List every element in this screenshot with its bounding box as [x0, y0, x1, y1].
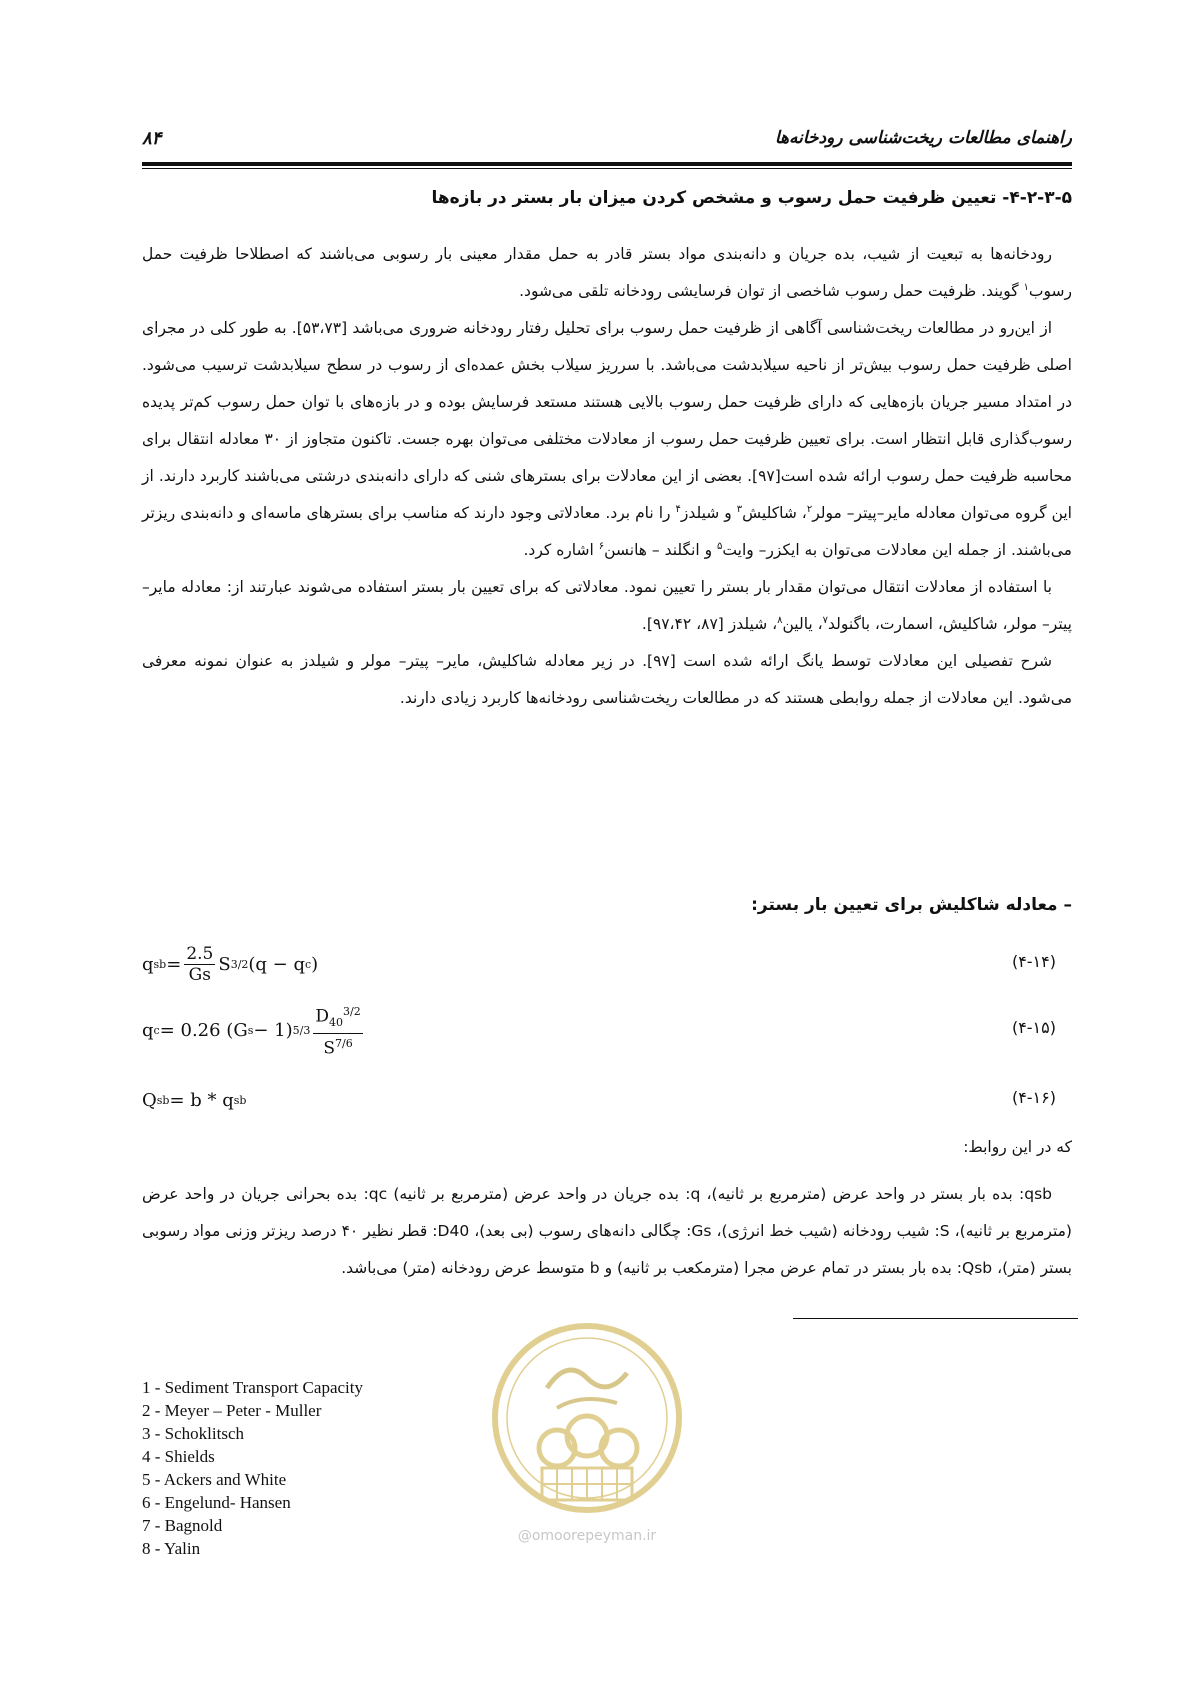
- paragraph-2: [142, 310, 1072, 569]
- equation-14-formula: [142, 940, 318, 988]
- eq-subscript: 40: [329, 1015, 343, 1029]
- equation-16-formula: [142, 1076, 246, 1124]
- equation-subheading: – معادله شاکلیش برای تعیین بار بستر:: [751, 895, 1072, 915]
- eq-numerator: 2.5: [186, 943, 214, 964]
- body-text: [142, 236, 1072, 717]
- paragraph-2-text-f: اشاره کرد.: [523, 541, 599, 559]
- eq-symbol: S: [218, 953, 231, 975]
- footnote-item: 8 - Yalin: [142, 1539, 201, 1558]
- footnote-ref-4: ۴: [675, 503, 681, 515]
- equation-15-formula: [142, 1004, 366, 1059]
- footnote-item: 5 - Ackers and White: [142, 1470, 287, 1489]
- eq-subscript: c: [153, 1023, 160, 1037]
- eq-term: − 1): [253, 1019, 293, 1041]
- eq-denominator: [321, 1034, 354, 1059]
- footnote-ref-5: ۵: [717, 540, 723, 552]
- footnote-item: 2 - Meyer – Peter - Muller: [142, 1401, 322, 1420]
- eq-subscript: c: [305, 957, 312, 971]
- eq-numerator: [313, 1002, 362, 1034]
- header-rule-thick: [142, 162, 1072, 166]
- paragraph-2-text-a: از این‌رو در مطالعات ریخت‌شناسی آگاهی از ظرفیت حمل رسوب برای تحلیل رفتار رودخانه ضروری می‌باشد [۵۳،۷۳]. به طور کلی در مجرای اصلی ظرفیت حمل رسوب بیش‌تر از ناحیه سیلابدشت می‌باشد. با سرریز سیلاب بخش عمده‌ای از رسوب در سطح سیلابدشت ترسیب می‌شود. در امتداد مسیر جریان بازه‌هایی که دارای ظرفیت حمل رسوب بالایی هستند مستعد فرسایش بوده و در بازه‌های با توان حمل رسوب کم‌تر پدیده رسوب‌گذاری قابل انتظار است. برای تعیین ظرفیت حمل رسوب از معادلات مختلفی می‌توان بهره جست. تاکنون متجاوز از ۳۰ معادله انتقال برای محاسبه ظرفیت حمل رسوب ارائه شده است[۹۷]. بعضی از این معادلات برای بسترهای شنی که دارای دانه‌بندی درشتی می‌باشند کاربرد دارند. از این گروه می‌توان معادله مایر–پیتر– مولر: [142, 319, 1072, 522]
- eq-term: (q − q: [248, 953, 305, 975]
- equation-14: [142, 940, 1072, 988]
- running-title: راهنمای مطالعات ریخت‌شناسی رودخانه‌ها: [774, 128, 1072, 148]
- eq-exponent: 7/6: [335, 1036, 353, 1050]
- footnote-ref-6: ۶: [598, 540, 605, 552]
- eq-exponent: 3/2: [343, 1004, 361, 1018]
- footnote-item: 6 - Engelund- Hansen: [142, 1493, 291, 1512]
- eq-symbol: q: [142, 1019, 154, 1041]
- footnote-ref-3: ۳: [736, 503, 743, 515]
- equation-number: (۴-۱۴): [1011, 952, 1056, 971]
- eq-operator: =: [166, 953, 182, 975]
- eq-subscript: sb: [233, 1093, 247, 1107]
- equation-number: (۴-۱۵): [1011, 1018, 1056, 1037]
- eq-symbol: Q: [142, 1089, 157, 1111]
- footnote-ref-7: ۷: [822, 614, 829, 626]
- footnote-item: 7 - Bagnold: [142, 1516, 223, 1535]
- eq-subscript: sb: [153, 957, 167, 971]
- eq-exponent: 3/2: [230, 957, 249, 971]
- footnote-ref-2: ۲: [806, 503, 813, 515]
- paragraph-2-text-b: ، شاکلیش: [742, 504, 807, 522]
- footnote-item: 3 - Schoklitsch: [142, 1424, 244, 1443]
- page-number: ۸۴: [142, 128, 162, 149]
- paragraph-2-text-c: و شیلدز: [680, 504, 737, 522]
- relations-label: که در این روابط:: [963, 1138, 1072, 1156]
- footnote-item: 1 - Sediment Transport Capacity: [142, 1378, 363, 1397]
- footnote-ref-8: ۸: [777, 614, 783, 626]
- footnote-ref-1: ۱: [1023, 281, 1029, 293]
- paragraph-2-text-d: را نام برد. معادلاتی وجود دارند که مناسب برای بسترهای ماسه‌ای و دانه‌بندی ریزتر می‌باشند. از جمله این معادلات می‌توان به ایکزر– وایت: [142, 504, 1072, 559]
- eq-subscript: sb: [156, 1093, 170, 1107]
- paragraph-1-text-a: رودخانه‌ها به تبعیت از شیب، بده جریان و دانه‌بندی مواد بستر قادر به حمل مقدار معینی بار رسوبی می‌باشند که اصطلاحا ظرفیت حمل رسوب: [142, 245, 1072, 300]
- eq-subscript: s: [247, 1023, 254, 1037]
- eq-symbol: q: [142, 953, 154, 975]
- footnotes-list: [142, 1376, 363, 1560]
- eq-symbol: D: [315, 1006, 329, 1027]
- footnote-item: 4 - Shields: [142, 1447, 215, 1466]
- eq-term: = b * q: [169, 1089, 234, 1111]
- eq-denominator: Gs: [188, 964, 211, 985]
- definitions-block: [142, 1176, 1072, 1287]
- paragraph-4: شرح تفصیلی این معادلات توسط یانگ ارائه شده است [۹۷]. در زیر معادله شاکلیش، مایر– پیتر– مولر و شیلدز به عنوان نمونه معرفی می‌شود. این معادلات از جمله روابطی هستند که در مطالعات ریخت‌شناسی رودخانه‌ها کاربرد زیادی دارند.: [142, 652, 1072, 707]
- equation-number: (۴-۱۶): [1011, 1088, 1056, 1107]
- section-heading: ۴-۲-۳-۵- تعیین ظرفیت حمل رسوب و مشخص کردن میزان بار بستر در بازه‌ها: [431, 188, 1072, 208]
- eq-fraction: [184, 944, 215, 985]
- eq-exponent: 5/3: [292, 1023, 311, 1037]
- paragraph-3-text-a: با استفاده از معادلات انتقال می‌توان مقدار بار بستر را تعیین نمود. معادلاتی که برای تعیین بار بستر استفاده می‌شوند عبارتند از: معادله مایر– پیتر– مولر، شاکلیش، اسمارت، باگنولد: [142, 578, 1072, 633]
- header-rule-thin: [142, 168, 1072, 169]
- paragraph-1-text-b: گویند. ظرفیت حمل رسوب شاخصی از توان فرسایشی رودخانه تلقی می‌شود.: [519, 282, 1024, 300]
- eq-term: ): [311, 953, 319, 975]
- eq-fraction: [313, 1002, 362, 1059]
- watermark-url: @omoorepeyman.ir: [517, 1528, 657, 1544]
- equation-16: [142, 1076, 1072, 1124]
- watermark-logo: [487, 1318, 687, 1548]
- equation-15: [142, 1004, 1072, 1059]
- footnote-rule: [793, 1318, 1078, 1319]
- eq-term: = 0.26 (G: [159, 1019, 248, 1041]
- paragraph-3-text-c: ، شیلدز [۸۷، ۹۷،۴۲].: [641, 615, 778, 633]
- definitions-paragraph: qsb: بده بار بستر در واحد عرض (مترمربع بر ثانیه)، q: بده جریان در واحد عرض (مترمربع بر ثانیه) qc: بده بحرانی جریان در واحد عرض (مترمربع بر ثانیه)، S: شیب رودخانه (شیب خط انرژی)، Gs: چگالی دانه‌های رسوب (بی بعد)، D40: قطر نظیر ۴۰ درصد ریزتر وزنی مواد رسوبی بستر (متر)، Qsb: بده بار بستر در تمام عرض مجرا (مترمکعب بر ثانیه) و b متوسط عرض رودخانه (متر) می‌باشد.: [142, 1185, 1072, 1277]
- watermark-emblem-icon: [487, 1318, 687, 1523]
- eq-symbol: S: [323, 1038, 335, 1059]
- paragraph-3: [142, 569, 1072, 643]
- paragraph-3-text-b: ، یالین: [782, 615, 823, 633]
- paragraph-1: [142, 236, 1072, 310]
- paragraph-2-text-e: و انگلند – هانسن: [604, 541, 718, 559]
